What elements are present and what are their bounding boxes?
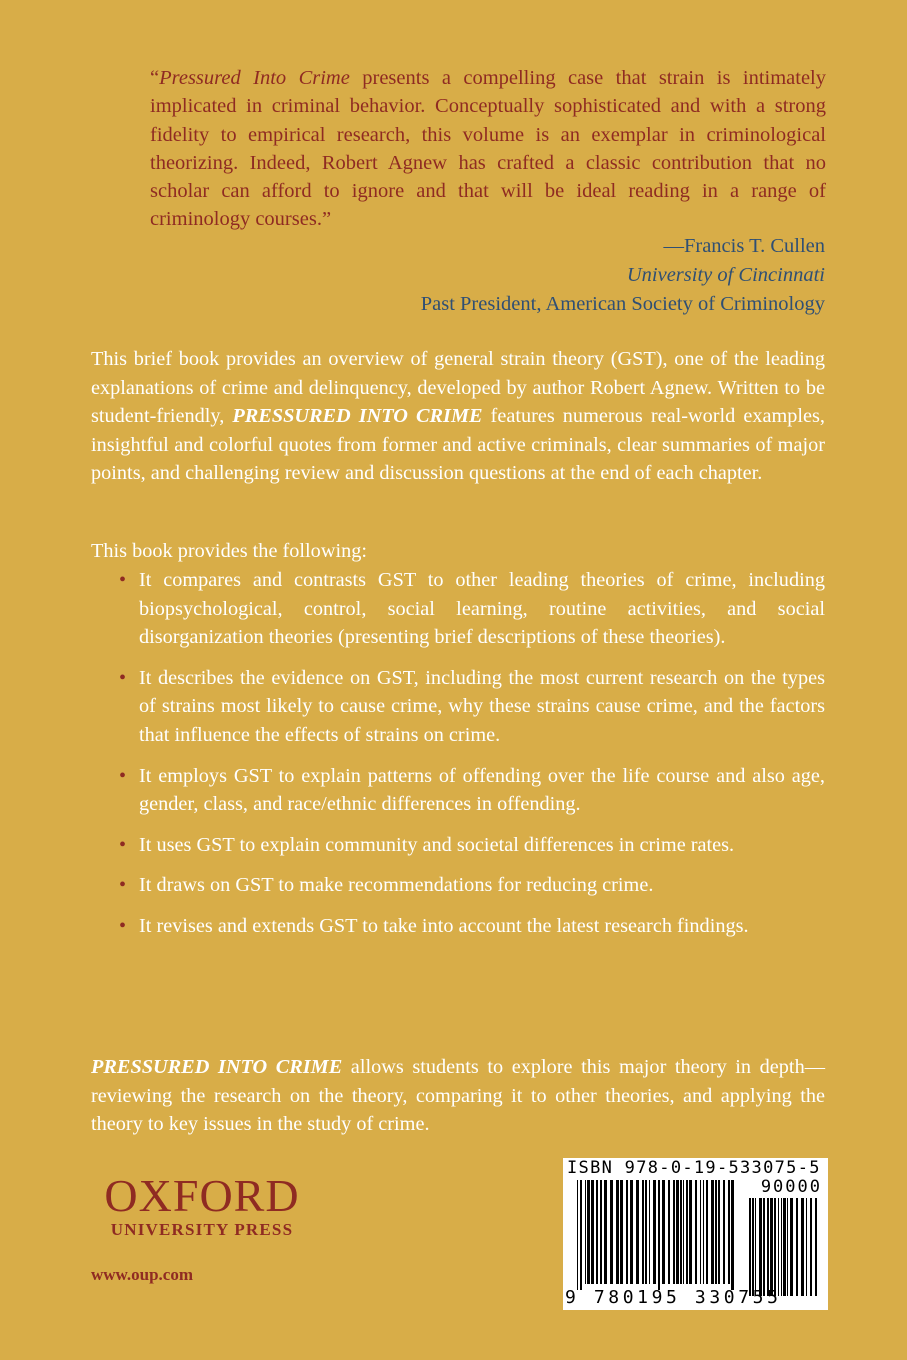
list-item-text: It employs GST to explain patterns of offending over the life course and also age, gender, class, and race/ethnic differences in offending. <box>139 764 825 816</box>
barcode-bar <box>755 1198 756 1296</box>
isbn-label: ISBN 978-0-19-533075-5 <box>567 1158 821 1178</box>
barcode-bar <box>778 1198 779 1296</box>
list-item-text: It revises and extends GST to take into account the latest research findings. <box>139 914 749 937</box>
isbn-barcode <box>563 1158 828 1310</box>
barcode-bar <box>620 1180 623 1284</box>
open-quote: “ <box>150 67 160 89</box>
barcode-bar <box>673 1180 675 1284</box>
bullet-icon: • <box>119 569 127 591</box>
barcode-bar <box>774 1198 776 1296</box>
price-addon-number: 90000 <box>760 1177 822 1197</box>
list-item-text: It draws on GST to make recommendations for reducing crime. <box>139 874 654 897</box>
description-book-title: PRESSURED INTO CRIME <box>232 405 483 428</box>
barcode-bar <box>645 1180 647 1284</box>
barcode-bar <box>763 1198 765 1296</box>
barcode-bar <box>796 1198 798 1296</box>
features-list <box>91 566 825 953</box>
list-item <box>91 871 825 900</box>
bullet-icon: • <box>119 764 127 787</box>
barcode-bar <box>767 1198 769 1296</box>
list-item <box>91 831 825 860</box>
logo-wordmark: OXFORD <box>104 1170 300 1221</box>
barcode-bar <box>636 1180 639 1284</box>
barcode-bar <box>662 1180 665 1284</box>
list-item-text: It describes the evidence on GST, including the most current research on the types of strains most likely to cause crime, why these strains cause crime, and the factors that influence the effects of strains on crime. <box>139 666 825 746</box>
barcode-bar <box>676 1180 679 1284</box>
quote-book-title: Pressured Into Crime <box>159 67 350 89</box>
list-item <box>91 912 825 941</box>
quote-position: Past President, American Society of Criminology <box>420 293 825 315</box>
quote-attribution <box>265 232 825 319</box>
barcode-bar <box>680 1180 682 1284</box>
barcode-bar <box>723 1180 725 1284</box>
list-item-text: It uses GST to explain community and societal differences in crime rates. <box>139 833 735 856</box>
barcode-bar <box>649 1180 650 1284</box>
barcode-bar <box>770 1198 773 1296</box>
barcode-bar <box>749 1198 751 1296</box>
barcode-bar <box>787 1198 788 1296</box>
barcode-bar <box>658 1180 660 1290</box>
barcode-bar <box>759 1198 762 1296</box>
ean-number: 9 780195 330755 <box>565 1287 782 1308</box>
barcode-bar <box>783 1198 786 1296</box>
list-item-text: It compares and contrasts GST to other leading theories of crime, including biopsychological, control, social learning, routine activities, and social disorganization theories (presenting brief descriptions of these theories). <box>139 569 825 649</box>
features-intro: This book provides the following: <box>91 540 368 562</box>
closing-paragraph <box>91 1053 825 1139</box>
barcode-bar <box>600 1180 602 1284</box>
list-item <box>91 762 825 819</box>
bullet-icon: • <box>119 666 127 689</box>
barcode-bar <box>591 1180 594 1284</box>
barcode-bar <box>815 1198 817 1296</box>
barcode-bar <box>626 1180 628 1284</box>
barcode-bar <box>790 1198 793 1296</box>
quote-author: —Francis T. Cullen <box>663 235 825 257</box>
barcode-bar <box>610 1180 613 1284</box>
barcode-bar <box>587 1180 590 1284</box>
list-item <box>91 664 825 750</box>
logo-subtitle: UNIVERSITY PRESS <box>110 1220 294 1239</box>
barcode-bar <box>728 1180 730 1284</box>
barcode-bar <box>706 1180 708 1284</box>
barcode-bar <box>683 1180 684 1284</box>
quote-text: presents a compelling case that strain is intimately implicated in criminal behavior. Conceptually sophisticated and with a strong fidelity to empirical research, this volume is an exemplar in criminological theorizing. Indeed, Robert Agnew has crafted a classic contribution that no scholar can afford to ignore and that will be ideal reading in a range of criminology courses.” <box>150 67 826 231</box>
publisher-logo <box>92 1170 312 1241</box>
description-paragraph <box>91 345 825 488</box>
barcode-bar <box>715 1180 717 1284</box>
barcode-bar <box>731 1180 734 1290</box>
barcode-bar <box>810 1198 812 1296</box>
bullet-icon: • <box>119 833 127 856</box>
barcode-bar <box>668 1180 670 1284</box>
barcode-bar <box>695 1180 697 1284</box>
barcode-bar <box>686 1180 688 1284</box>
barcode-bar <box>700 1180 701 1284</box>
barcode-bar <box>801 1198 804 1296</box>
barcode-bar <box>580 1180 582 1290</box>
barcode-bar <box>596 1180 598 1284</box>
barcode-bar <box>781 1198 782 1296</box>
barcode-bar <box>689 1180 692 1284</box>
description-text-a: This brief book provides an overview of general strain theory (GST), one of the leading explanations of crime and delinquency, developed by author Robert Agnew. Written to be student-friendly, <box>91 348 825 428</box>
barcode-bar <box>711 1180 714 1284</box>
barcode-bar <box>616 1180 619 1284</box>
barcode-bar <box>806 1198 807 1296</box>
bullet-icon: • <box>119 874 127 897</box>
barcode-bar <box>653 1180 656 1284</box>
list-item <box>91 566 825 652</box>
description-text-b: features numerous real-world examples, insightful and colorful quotes from former and active criminals, clear summaries of major points, and challenging review and discussion questions at the end of each chapter. <box>91 405 825 485</box>
barcode-bar <box>630 1180 633 1284</box>
barcode-bar <box>604 1180 607 1284</box>
barcode-bar <box>577 1180 578 1290</box>
endorsement-quote <box>150 64 826 234</box>
publisher-url: www.oup.com <box>91 1265 194 1284</box>
barcode-bar <box>718 1180 720 1284</box>
quote-affiliation: University of Cincinnati <box>626 264 825 286</box>
barcode-bar <box>642 1180 644 1284</box>
barcode-bar <box>585 1180 586 1284</box>
barcode-bar <box>752 1198 754 1296</box>
bullet-icon: • <box>119 914 127 937</box>
closing-text: allows students to explore this major theory in depth—reviewing the research on the theory, comparing it to other theories, and applying the theory to key issues in the study of crime. <box>91 1056 825 1136</box>
barcode-bar <box>703 1180 704 1284</box>
closing-book-title: PRESSURED INTO CRIME <box>91 1056 343 1078</box>
